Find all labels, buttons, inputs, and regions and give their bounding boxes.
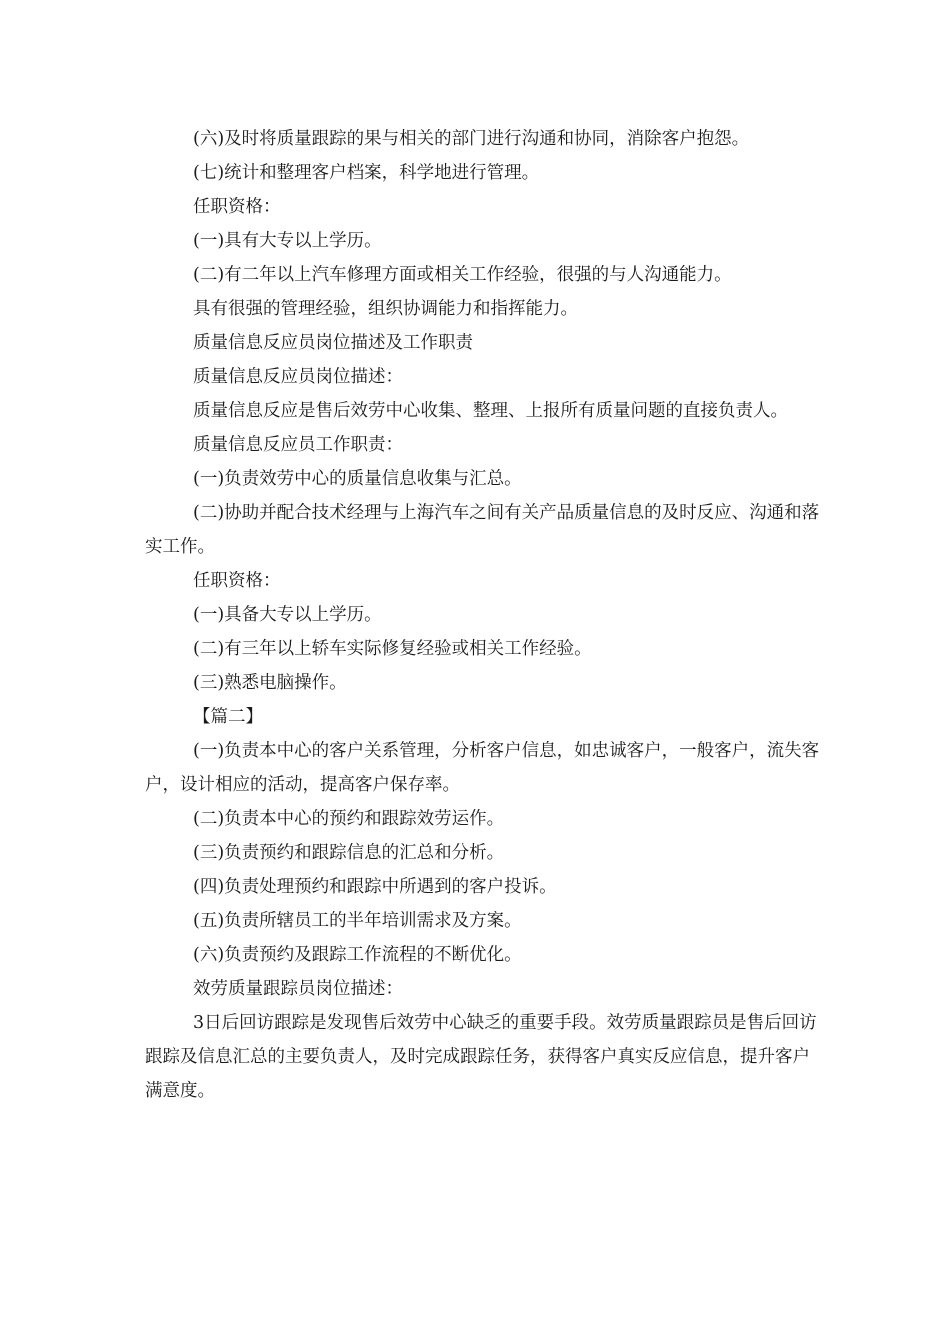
paragraph: (四)负责处理预约和跟踪中所遇到的客户投诉。 (193, 877, 557, 897)
section-heading: 质量信息反应员岗位描述及工作职责 (193, 333, 473, 353)
paragraph: (七)统计和整理客户档案，科学地进行管理。 (193, 163, 540, 183)
paragraph: (二)有三年以上轿车实际修复经验或相关工作经验。 (193, 639, 592, 659)
paragraph: (三)熟悉电脑操作。 (193, 673, 347, 693)
paragraph: 任职资格： (193, 197, 281, 217)
paragraph: (一)具备大专以上学历。 (193, 605, 382, 625)
paragraph: 3日后回访跟踪是发现售后效劳中心缺乏的重要手段。效劳质量跟踪员是售后回访跟踪及信息汇总的主要负责人，及时完成跟踪任务，获得客户真实反应信息，提升客户满意度。 (145, 1013, 817, 1101)
paragraph: 质量信息反应员岗位描述： (193, 367, 403, 387)
paragraph: (五)负责所辖员工的半年培训需求及方案。 (193, 911, 522, 931)
paragraph: (二)负责本中心的预约和跟踪效劳运作。 (193, 809, 505, 829)
paragraph: 任职资格： (193, 571, 281, 591)
paragraph: (一)负责效劳中心的质量信息收集与汇总。 (193, 469, 522, 489)
paragraph: 具有很强的管理经验，组织协调能力和指挥能力。 (193, 299, 578, 319)
paragraph: (二)有二年以上汽车修理方面或相关工作经验，很强的与人沟通能力。 (193, 265, 732, 285)
paragraph: (一)具有大专以上学历。 (193, 231, 382, 251)
section-heading: 【篇二】 (193, 707, 263, 727)
paragraph: (二)协助并配合技术经理与上海汽车之间有关产品质量信息的及时反应、沟通和落实工作。 (145, 503, 820, 557)
paragraph: 效劳质量跟踪员岗位描述： (193, 979, 403, 999)
paragraph: (六)及时将质量跟踪的果与相关的部门进行沟通和协同，消除客户抱怨。 (193, 129, 750, 149)
paragraph: (六)负责预约及跟踪工作流程的不断优化。 (193, 945, 522, 965)
paragraph: (一)负责本中心的客户关系管理，分析客户信息，如忠诚客户，一般客户，流失客户，设计相应的活动，提高客户保存率。 (145, 741, 820, 795)
paragraph: (三)负责预约和跟踪信息的汇总和分析。 (193, 843, 505, 863)
document-body (145, 122, 821, 1108)
paragraph: 质量信息反应是售后效劳中心收集、整理、上报所有质量问题的直接负责人。 (193, 401, 788, 421)
paragraph: 质量信息反应员工作职责： (193, 435, 403, 455)
